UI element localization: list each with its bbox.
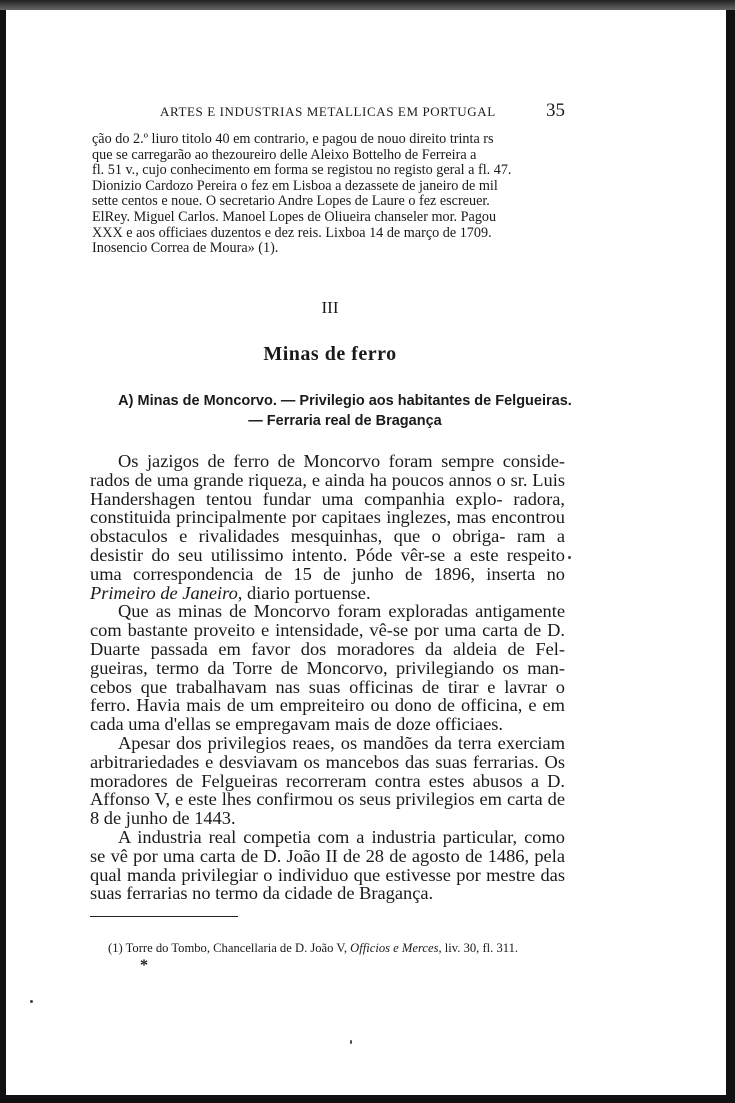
subheading-line: — Ferraria real de Bragança <box>248 413 442 429</box>
text-line: cebos que trabalhavam nas suas officinas de tirar e lavrar o <box>90 676 565 697</box>
footnote-text: liv. 30, fl. 311. <box>441 941 519 955</box>
extract-line: Dionizio Cardozo Pereira o fez em Lisboa a dezassete de janeiro de mil <box>92 177 498 194</box>
footnote-italic: Officios e Merces, <box>350 941 442 955</box>
paragraph <box>90 828 565 903</box>
text-line: gueiras, termo da Torre de Moncorvo, privilegiando os man- <box>90 657 565 678</box>
page-number: 35 <box>546 100 565 121</box>
extract-line: ção do 2.º liuro titolo 40 em contrario, e pagou de nouo direito trinta rs <box>92 131 494 147</box>
text-line: ferro. Havia mais de um empreiteiro ou dono de officina, e <box>90 695 537 716</box>
text-line: respeito uma correspondencia de 15 de junho de 1896, inserta <box>90 544 565 584</box>
paragraph <box>90 602 565 734</box>
text-line: no <box>546 563 565 584</box>
section-number: III <box>321 298 339 317</box>
text-line: ram a desistir do seu utilissimo intento. Póde vêr-se a este <box>90 526 565 565</box>
extract-line: ElRey. Miguel Carlos. Manoel Lopes de Oliueira chanseler mor. Pagou <box>92 208 497 225</box>
scan-speck <box>568 556 571 559</box>
scan-speck <box>30 1000 33 1003</box>
text-line: a D. Affonso V, e este lhes confirmou os seus privilegios em <box>90 770 565 810</box>
extract-line: XXX e aos officiaes duzentos e dez reis. Lixboa 14 de março de 1709. <box>92 224 492 241</box>
scan-edge-left <box>0 0 6 1103</box>
footnote-divider <box>90 916 238 917</box>
extract-line: sette centos e noue. O secretario Andre Lopes de Laure o fez escreuer. <box>92 193 490 210</box>
paragraph <box>90 452 565 602</box>
extract-line: Inosencio Correa de Moura» (1). <box>92 240 279 257</box>
body-text <box>90 452 565 903</box>
text-line: Apesar dos privilegios reaes, os mandões da terra exerciam <box>118 732 565 753</box>
footnote-text: (1) Torre do Tombo, Chancellaria de D. João V, <box>108 941 351 955</box>
text-line: Os moradores de Felgueiras recorreram contra estes abusos <box>90 751 565 791</box>
text-line: em cada uma d'ellas se empregavam mais de doze officiaes. <box>90 695 565 735</box>
scan-speck <box>350 1040 352 1044</box>
running-title: ARTES E INDUSTRIAS METALLICAS EM PORTUGAL <box>160 104 496 119</box>
scan-edge-right <box>726 0 735 1103</box>
text-line: arbitrariedades e desviavam os mancebos das suas ferrarias. <box>90 751 539 772</box>
footnote <box>108 941 568 956</box>
text-line: pela qual manda privilegiar o individuo que estivesse por <box>90 845 565 885</box>
section-title: Minas de ferro <box>263 343 397 365</box>
scan-edge-bottom <box>0 1095 735 1103</box>
text-line: Os jazigos de ferro de Moncorvo foram sempre conside- <box>118 451 565 471</box>
text-line: se vê por uma carta de D. João II de 28 de agosto de 1486, <box>90 845 530 866</box>
extract-line: que se carregarão ao thezoureiro delle Aleixo Bottelho de Ferreira a <box>92 146 477 163</box>
asterisk-mark: * <box>140 957 148 974</box>
extract-line: fl. 51 v., cujo conhecimento em forma se registou no registo geral a fl. 47. <box>92 162 512 179</box>
text-line: carta de 8 de junho de 1443. <box>90 789 565 829</box>
text-line: sr. Luis Handershagen tentou fundar uma companhia explo- <box>90 469 565 509</box>
document-extract <box>92 132 572 257</box>
section-subheading <box>110 391 580 431</box>
text-line: encontrou obstaculos e rivalidades mesquinhas, que o obriga- <box>90 507 565 547</box>
text-line: diario portuense. <box>242 582 371 603</box>
subheading-line: A) Minas de Moncorvo. — Privilegio aos habitantes de Felgueiras. <box>118 393 572 409</box>
text-line: rados de uma grande riqueza, e ainda ha poucos annos o <box>90 469 506 490</box>
text-line: D. Duarte passada em favor dos moradores da aldeia de Fel- <box>90 620 565 659</box>
newspaper-title: Primeiro de Janeiro, <box>90 582 243 603</box>
text-line: Que as minas de Moncorvo foram exploradas antigamente <box>118 601 565 622</box>
text-line: com bastante proveito e intensidade, vê-se por uma carta de <box>90 620 542 641</box>
text-line: A industria real competia com a industria particular, como <box>118 826 565 847</box>
text-line: radora, constituida principalmente por capitaes inglezes, mas <box>90 488 565 528</box>
paragraph <box>90 734 565 828</box>
scan-edge-top <box>0 0 735 10</box>
text-line: mestre das suas ferrarias no termo da cidade de Bragança. <box>90 864 565 904</box>
